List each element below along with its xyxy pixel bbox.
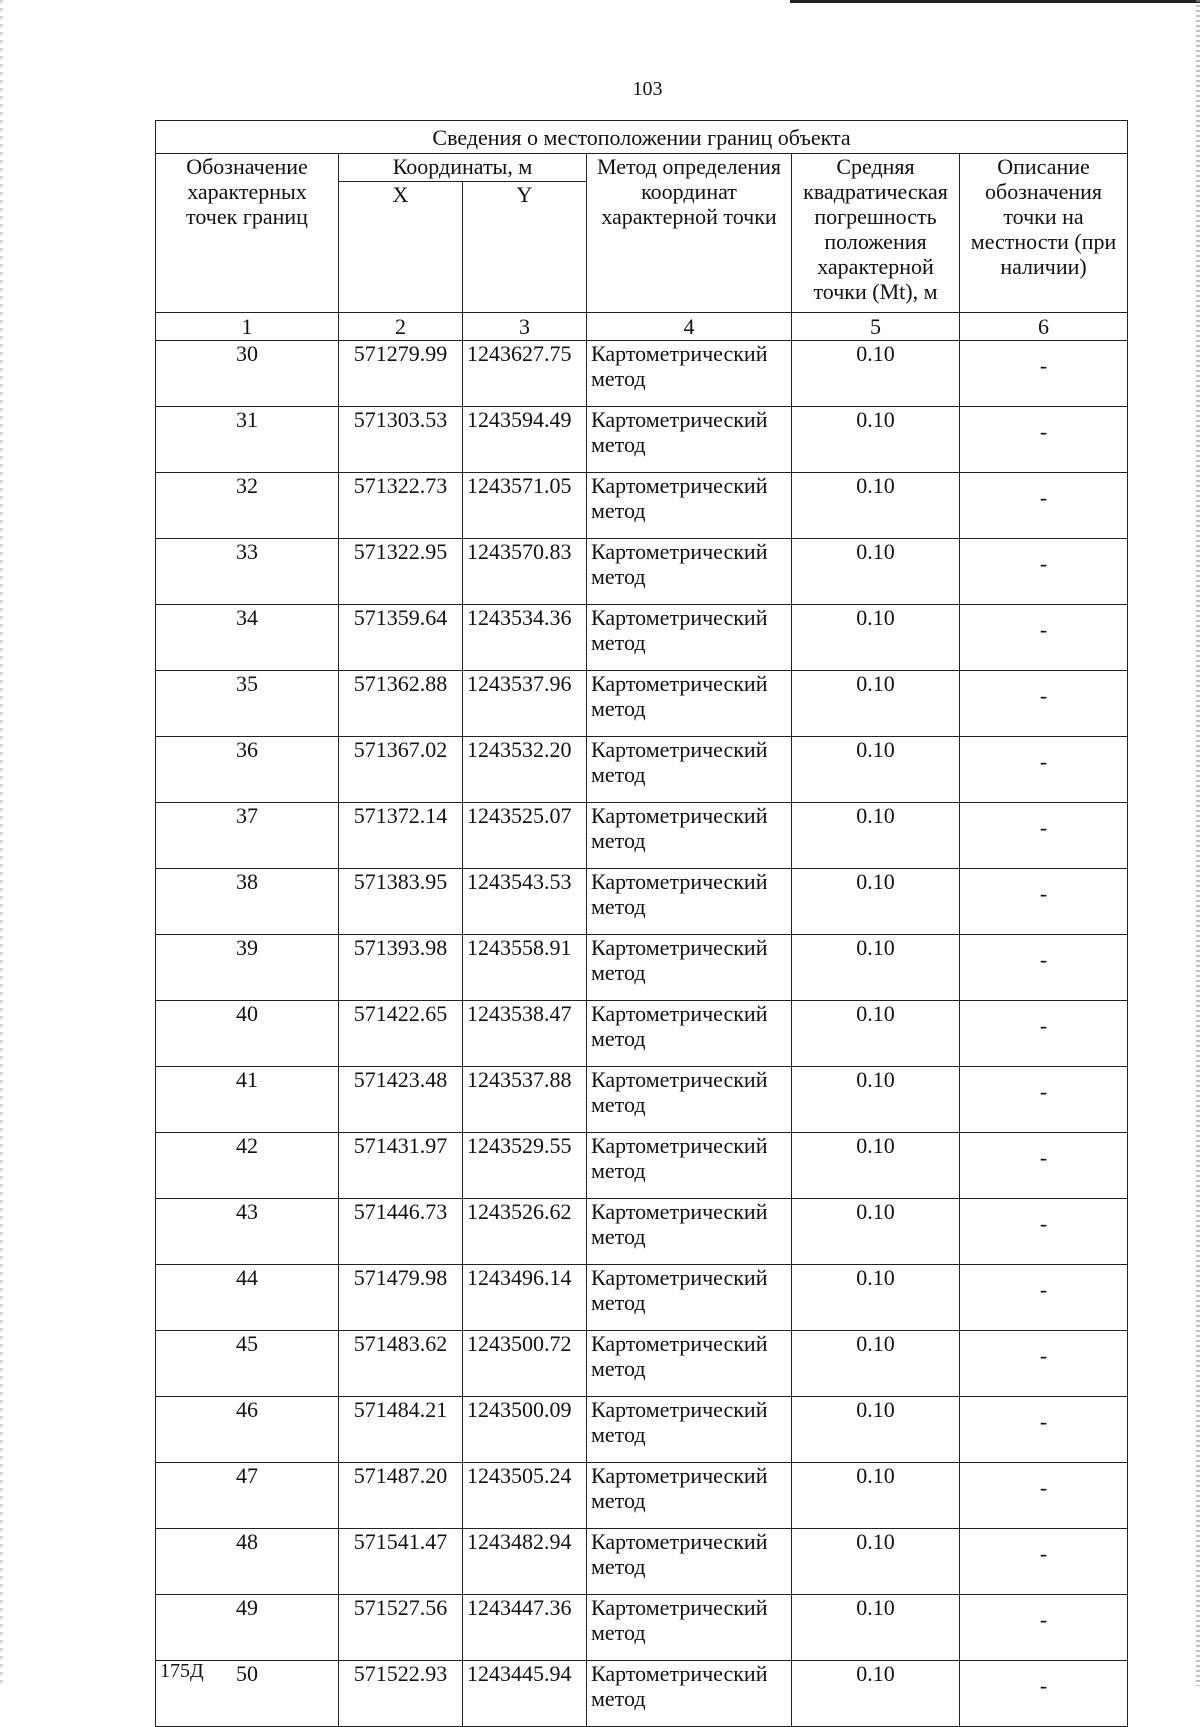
table-row: [156, 1595, 1128, 1661]
x-coordinate-cell: 571479.98: [339, 1265, 463, 1331]
table-body: [156, 341, 1128, 1727]
column-number: 4: [587, 313, 792, 341]
x-coordinate-cell: 571383.95: [339, 869, 463, 935]
y-coordinate-cell: 1243505.24: [463, 1463, 587, 1529]
description-cell: -: [960, 803, 1128, 869]
table-row: [156, 869, 1128, 935]
point-cell: 36: [156, 737, 339, 803]
description-cell: -: [960, 1397, 1128, 1463]
table-row: [156, 341, 1128, 407]
column-number: 2: [339, 313, 463, 341]
description-cell: -: [960, 473, 1128, 539]
description-cell: -: [960, 935, 1128, 1001]
x-coordinate-cell: 571446.73: [339, 1199, 463, 1265]
point-cell: 40: [156, 1001, 339, 1067]
point-cell: 44: [156, 1265, 339, 1331]
error-cell: 0.10: [792, 869, 960, 935]
description-cell: -: [960, 1133, 1128, 1199]
table-row: [156, 671, 1128, 737]
error-cell: 0.10: [792, 671, 960, 737]
error-cell: 0.10: [792, 473, 960, 539]
column-number: 6: [960, 313, 1128, 341]
y-coordinate-cell: 1243534.36: [463, 605, 587, 671]
method-cell: Картометрический метод: [587, 1463, 792, 1529]
point-cell: 32: [156, 473, 339, 539]
table-row: [156, 407, 1128, 473]
header-x: X: [339, 182, 463, 313]
table-row: [156, 1661, 1128, 1727]
point-cell: 42: [156, 1133, 339, 1199]
y-coordinate-cell: 1243525.07: [463, 803, 587, 869]
method-cell: Картометрический метод: [587, 1529, 792, 1595]
x-coordinate-cell: 571422.65: [339, 1001, 463, 1067]
description-cell: -: [960, 1595, 1128, 1661]
x-coordinate-cell: 571322.73: [339, 473, 463, 539]
x-coordinate-cell: 571359.64: [339, 605, 463, 671]
error-cell: 0.10: [792, 407, 960, 473]
method-cell: Картометрический метод: [587, 1661, 792, 1727]
method-cell: Картометрический метод: [587, 605, 792, 671]
description-cell: -: [960, 341, 1128, 407]
table-row: [156, 605, 1128, 671]
column-number-row: [156, 313, 1128, 341]
column-number: 3: [463, 313, 587, 341]
x-coordinate-cell: 571372.14: [339, 803, 463, 869]
x-coordinate-cell: 571393.98: [339, 935, 463, 1001]
point-cell: 31: [156, 407, 339, 473]
x-coordinate-cell: 571362.88: [339, 671, 463, 737]
x-coordinate-cell: 571367.02: [339, 737, 463, 803]
error-cell: 0.10: [792, 1397, 960, 1463]
x-coordinate-cell: 571279.99: [339, 341, 463, 407]
point-cell: 43: [156, 1199, 339, 1265]
point-cell: 34: [156, 605, 339, 671]
method-cell: Картометрический метод: [587, 1595, 792, 1661]
description-cell: -: [960, 605, 1128, 671]
y-coordinate-cell: 1243543.53: [463, 869, 587, 935]
description-cell: -: [960, 1529, 1128, 1595]
point-cell: 35: [156, 671, 339, 737]
y-coordinate-cell: 1243447.36: [463, 1595, 587, 1661]
y-coordinate-cell: 1243482.94: [463, 1529, 587, 1595]
table-row: [156, 803, 1128, 869]
error-cell: 0.10: [792, 341, 960, 407]
error-cell: 0.10: [792, 605, 960, 671]
y-coordinate-cell: 1243532.20: [463, 737, 587, 803]
method-cell: Картометрический метод: [587, 1133, 792, 1199]
description-cell: -: [960, 1661, 1128, 1727]
footer-code: 175Д: [160, 1660, 204, 1682]
x-coordinate-cell: 571431.97: [339, 1133, 463, 1199]
description-cell: -: [960, 1001, 1128, 1067]
method-cell: Картометрический метод: [587, 539, 792, 605]
error-cell: 0.10: [792, 1529, 960, 1595]
x-coordinate-cell: 571423.48: [339, 1067, 463, 1133]
error-cell: 0.10: [792, 1067, 960, 1133]
header-point: Обозначение характерных точек границ: [156, 154, 339, 313]
error-cell: 0.10: [792, 737, 960, 803]
header-y: Y: [463, 182, 587, 313]
error-cell: 0.10: [792, 1199, 960, 1265]
y-coordinate-cell: 1243571.05: [463, 473, 587, 539]
y-coordinate-cell: 1243500.09: [463, 1397, 587, 1463]
method-cell: Картометрический метод: [587, 737, 792, 803]
description-cell: -: [960, 407, 1128, 473]
x-coordinate-cell: 571522.93: [339, 1661, 463, 1727]
y-coordinate-cell: 1243496.14: [463, 1265, 587, 1331]
table-row: [156, 1067, 1128, 1133]
table-row: [156, 737, 1128, 803]
error-cell: 0.10: [792, 1331, 960, 1397]
page-number: 103: [632, 78, 663, 100]
table-row: [156, 1463, 1128, 1529]
error-cell: 0.10: [792, 803, 960, 869]
description-cell: -: [960, 1199, 1128, 1265]
point-cell: 33: [156, 539, 339, 605]
x-coordinate-cell: 571322.95: [339, 539, 463, 605]
method-cell: Картометрический метод: [587, 803, 792, 869]
header-method: Метод определения координат характерной точки: [587, 154, 792, 313]
column-number: 5: [792, 313, 960, 341]
error-cell: 0.10: [792, 1463, 960, 1529]
point-cell: 47: [156, 1463, 339, 1529]
y-coordinate-cell: 1243594.49: [463, 407, 587, 473]
point-cell: 50: [156, 1661, 339, 1727]
header-coordinates: Координаты, м: [339, 154, 587, 182]
point-cell: 41: [156, 1067, 339, 1133]
header-error: Средняя квадратическая погрешность положения характерной точки (Mt), м: [792, 154, 960, 313]
y-coordinate-cell: 1243500.72: [463, 1331, 587, 1397]
method-cell: Картометрический метод: [587, 1265, 792, 1331]
description-cell: -: [960, 671, 1128, 737]
method-cell: Картометрический метод: [587, 671, 792, 737]
scan-edge-right: [1196, 0, 1200, 1686]
description-cell: -: [960, 737, 1128, 803]
description-cell: -: [960, 1331, 1128, 1397]
table-row: [156, 1199, 1128, 1265]
point-cell: 48: [156, 1529, 339, 1595]
point-cell: 37: [156, 803, 339, 869]
method-cell: Картометрический метод: [587, 341, 792, 407]
error-cell: 0.10: [792, 1661, 960, 1727]
method-cell: Картометрический метод: [587, 869, 792, 935]
description-cell: -: [960, 1067, 1128, 1133]
method-cell: Картометрический метод: [587, 1331, 792, 1397]
table-header: [156, 121, 1128, 341]
error-cell: 0.10: [792, 539, 960, 605]
method-cell: Картометрический метод: [587, 935, 792, 1001]
y-coordinate-cell: 1243570.83: [463, 539, 587, 605]
table-row: [156, 473, 1128, 539]
description-cell: -: [960, 869, 1128, 935]
scan-edge-left: [0, 0, 3, 1686]
method-cell: Картометрический метод: [587, 1067, 792, 1133]
table-row: [156, 1529, 1128, 1595]
description-cell: -: [960, 1463, 1128, 1529]
point-cell: 30: [156, 341, 339, 407]
method-cell: Картометрический метод: [587, 1397, 792, 1463]
x-coordinate-cell: 571484.21: [339, 1397, 463, 1463]
table-row: [156, 1001, 1128, 1067]
description-cell: -: [960, 1265, 1128, 1331]
point-cell: 39: [156, 935, 339, 1001]
x-coordinate-cell: 571487.20: [339, 1463, 463, 1529]
y-coordinate-cell: 1243537.96: [463, 671, 587, 737]
error-cell: 0.10: [792, 1133, 960, 1199]
top-edge-rule: [790, 0, 1200, 3]
description-cell: -: [960, 539, 1128, 605]
table-row: [156, 1265, 1128, 1331]
boundary-table: [155, 120, 1128, 1727]
point-cell: 45: [156, 1331, 339, 1397]
table-row: [156, 1133, 1128, 1199]
x-coordinate-cell: 571527.56: [339, 1595, 463, 1661]
method-cell: Картометрический метод: [587, 1199, 792, 1265]
x-coordinate-cell: 571541.47: [339, 1529, 463, 1595]
method-cell: Картометрический метод: [587, 1001, 792, 1067]
point-cell: 38: [156, 869, 339, 935]
method-cell: Картометрический метод: [587, 407, 792, 473]
y-coordinate-cell: 1243558.91: [463, 935, 587, 1001]
error-cell: 0.10: [792, 1265, 960, 1331]
y-coordinate-cell: 1243445.94: [463, 1661, 587, 1727]
table-row: [156, 935, 1128, 1001]
header-description: Описание обозначения точки на местности (при наличии): [960, 154, 1128, 313]
point-cell: 46: [156, 1397, 339, 1463]
y-coordinate-cell: 1243537.88: [463, 1067, 587, 1133]
point-cell: 49: [156, 1595, 339, 1661]
error-cell: 0.10: [792, 1595, 960, 1661]
method-cell: Картометрический метод: [587, 473, 792, 539]
error-cell: 0.10: [792, 1001, 960, 1067]
table-row: [156, 1397, 1128, 1463]
x-coordinate-cell: 571303.53: [339, 407, 463, 473]
error-cell: 0.10: [792, 935, 960, 1001]
y-coordinate-cell: 1243526.62: [463, 1199, 587, 1265]
y-coordinate-cell: 1243538.47: [463, 1001, 587, 1067]
column-number: 1: [156, 313, 339, 341]
x-coordinate-cell: 571483.62: [339, 1331, 463, 1397]
table-title: Сведения о местоположении границ объекта: [156, 121, 1128, 154]
y-coordinate-cell: 1243627.75: [463, 341, 587, 407]
table-row: [156, 539, 1128, 605]
table-row: [156, 1331, 1128, 1397]
y-coordinate-cell: 1243529.55: [463, 1133, 587, 1199]
